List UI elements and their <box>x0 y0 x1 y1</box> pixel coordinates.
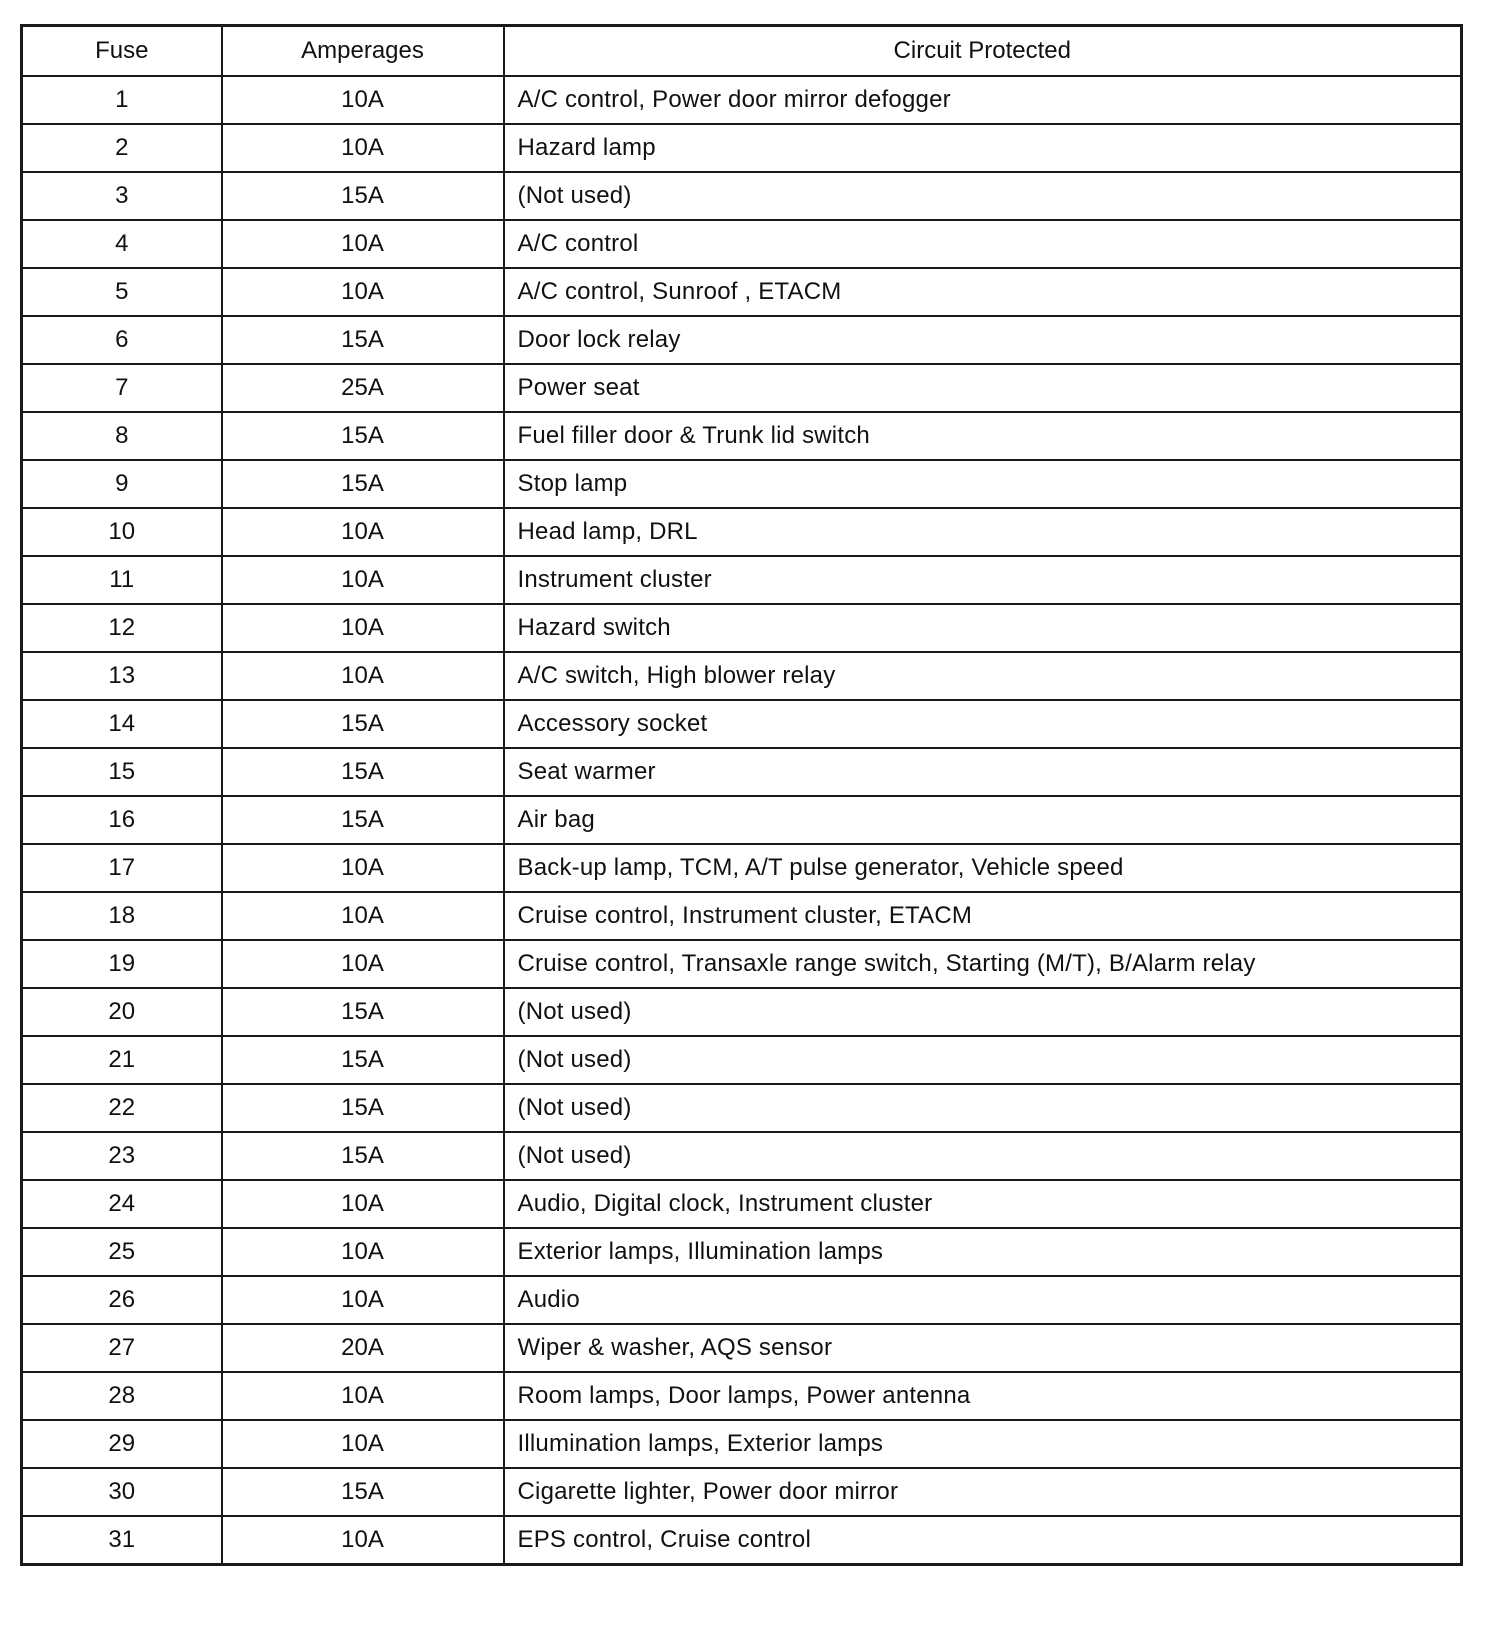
amperage-cell: 15A <box>222 172 504 220</box>
fuse-number-cell: 14 <box>22 700 222 748</box>
table-row <box>22 556 1462 604</box>
fuse-table <box>20 24 1463 1566</box>
fuse-number-cell: 24 <box>22 1180 222 1228</box>
amperage-cell: 15A <box>222 1084 504 1132</box>
circuit-protected-cell: Cigarette lighter, Power door mirror <box>504 1468 1462 1516</box>
fuse-number-cell: 27 <box>22 1324 222 1372</box>
circuit-protected-cell: Back-up lamp, TCM, A/T pulse generator, Vehicle speed <box>504 844 1462 892</box>
amperage-cell: 10A <box>222 1180 504 1228</box>
fuse-number-cell: 4 <box>22 220 222 268</box>
circuit-protected-cell: (Not used) <box>504 988 1462 1036</box>
fuse-number-cell: 19 <box>22 940 222 988</box>
fuse-number-cell: 31 <box>22 1516 222 1565</box>
table-body <box>22 76 1462 1565</box>
fuse-number-cell: 17 <box>22 844 222 892</box>
amperage-cell: 15A <box>222 412 504 460</box>
header-row <box>22 26 1462 77</box>
circuit-protected-cell: A/C control, Sunroof , ETACM <box>504 268 1462 316</box>
circuit-protected-cell: Hazard lamp <box>504 124 1462 172</box>
table-row <box>22 844 1462 892</box>
amperage-cell: 10A <box>222 76 504 124</box>
amperage-cell: 10A <box>222 652 504 700</box>
fuse-number-cell: 16 <box>22 796 222 844</box>
circuit-protected-cell: Room lamps, Door lamps, Power antenna <box>504 1372 1462 1420</box>
fuse-number-cell: 9 <box>22 460 222 508</box>
circuit-protected-cell: A/C control, Power door mirror defogger <box>504 76 1462 124</box>
amperage-cell: 10A <box>222 604 504 652</box>
amperage-cell: 15A <box>222 748 504 796</box>
fuse-number-cell: 18 <box>22 892 222 940</box>
fuse-number-cell: 10 <box>22 508 222 556</box>
table-row <box>22 220 1462 268</box>
table-row <box>22 172 1462 220</box>
table-row <box>22 892 1462 940</box>
circuit-protected-cell: A/C switch, High blower relay <box>504 652 1462 700</box>
amperage-cell: 10A <box>222 124 504 172</box>
circuit-protected-cell: A/C control <box>504 220 1462 268</box>
fuse-number-cell: 15 <box>22 748 222 796</box>
circuit-protected-cell: (Not used) <box>504 1084 1462 1132</box>
amperage-cell: 15A <box>222 796 504 844</box>
fuse-number-cell: 22 <box>22 1084 222 1132</box>
amperage-cell: 15A <box>222 1132 504 1180</box>
column-header-circuit-protected: Circuit Protected <box>504 26 1462 77</box>
circuit-protected-cell: (Not used) <box>504 1132 1462 1180</box>
circuit-protected-cell: Instrument cluster <box>504 556 1462 604</box>
table-row <box>22 76 1462 124</box>
table-row <box>22 652 1462 700</box>
table-row <box>22 988 1462 1036</box>
amperage-cell: 20A <box>222 1324 504 1372</box>
fuse-number-cell: 26 <box>22 1276 222 1324</box>
amperage-cell: 15A <box>222 700 504 748</box>
circuit-protected-cell: Hazard switch <box>504 604 1462 652</box>
table-row <box>22 268 1462 316</box>
fuse-number-cell: 13 <box>22 652 222 700</box>
table-row <box>22 1276 1462 1324</box>
fuse-chart-sheet <box>20 24 1460 1566</box>
fuse-number-cell: 23 <box>22 1132 222 1180</box>
circuit-protected-cell: EPS control, Cruise control <box>504 1516 1462 1565</box>
amperage-cell: 10A <box>222 1516 504 1565</box>
table-row <box>22 748 1462 796</box>
circuit-protected-cell: Exterior lamps, Illumination lamps <box>504 1228 1462 1276</box>
circuit-protected-cell: Illumination lamps, Exterior lamps <box>504 1420 1462 1468</box>
fuse-number-cell: 12 <box>22 604 222 652</box>
circuit-protected-cell: Door lock relay <box>504 316 1462 364</box>
circuit-protected-cell: Accessory socket <box>504 700 1462 748</box>
fuse-number-cell: 6 <box>22 316 222 364</box>
circuit-protected-cell: Wiper & washer, AQS sensor <box>504 1324 1462 1372</box>
fuse-number-cell: 1 <box>22 76 222 124</box>
fuse-number-cell: 29 <box>22 1420 222 1468</box>
table-row <box>22 412 1462 460</box>
table-row <box>22 1180 1462 1228</box>
fuse-number-cell: 8 <box>22 412 222 460</box>
table-row <box>22 460 1462 508</box>
fuse-number-cell: 7 <box>22 364 222 412</box>
table-row <box>22 1372 1462 1420</box>
amperage-cell: 10A <box>222 892 504 940</box>
fuse-number-cell: 21 <box>22 1036 222 1084</box>
table-row <box>22 364 1462 412</box>
column-header-amperages: Amperages <box>222 26 504 77</box>
circuit-protected-cell: (Not used) <box>504 172 1462 220</box>
amperage-cell: 10A <box>222 220 504 268</box>
amperage-cell: 10A <box>222 940 504 988</box>
amperage-cell: 10A <box>222 1228 504 1276</box>
table-row <box>22 1324 1462 1372</box>
amperage-cell: 10A <box>222 1276 504 1324</box>
table-row <box>22 124 1462 172</box>
circuit-protected-cell: Seat warmer <box>504 748 1462 796</box>
circuit-protected-cell: Power seat <box>504 364 1462 412</box>
amperage-cell: 15A <box>222 988 504 1036</box>
amperage-cell: 10A <box>222 1372 504 1420</box>
table-row <box>22 1036 1462 1084</box>
amperage-cell: 10A <box>222 556 504 604</box>
amperage-cell: 15A <box>222 460 504 508</box>
table-row <box>22 1468 1462 1516</box>
table-row <box>22 1084 1462 1132</box>
circuit-protected-cell: Air bag <box>504 796 1462 844</box>
table-row <box>22 1228 1462 1276</box>
table-row <box>22 1132 1462 1180</box>
table-row <box>22 1420 1462 1468</box>
amperage-cell: 25A <box>222 364 504 412</box>
table-header <box>22 26 1462 77</box>
amperage-cell: 15A <box>222 1036 504 1084</box>
table-row <box>22 940 1462 988</box>
fuse-number-cell: 30 <box>22 1468 222 1516</box>
amperage-cell: 10A <box>222 508 504 556</box>
table-row <box>22 1516 1462 1565</box>
table-row <box>22 316 1462 364</box>
circuit-protected-cell: Cruise control, Transaxle range switch, Starting (M/T), B/Alarm relay <box>504 940 1462 988</box>
fuse-number-cell: 28 <box>22 1372 222 1420</box>
fuse-number-cell: 3 <box>22 172 222 220</box>
circuit-protected-cell: (Not used) <box>504 1036 1462 1084</box>
amperage-cell: 10A <box>222 844 504 892</box>
column-header-fuse: Fuse <box>22 26 222 77</box>
fuse-number-cell: 20 <box>22 988 222 1036</box>
fuse-number-cell: 11 <box>22 556 222 604</box>
fuse-number-cell: 5 <box>22 268 222 316</box>
circuit-protected-cell: Stop lamp <box>504 460 1462 508</box>
amperage-cell: 10A <box>222 268 504 316</box>
circuit-protected-cell: Head lamp, DRL <box>504 508 1462 556</box>
circuit-protected-cell: Cruise control, Instrument cluster, ETACM <box>504 892 1462 940</box>
table-row <box>22 700 1462 748</box>
table-row <box>22 508 1462 556</box>
fuse-number-cell: 25 <box>22 1228 222 1276</box>
table-row <box>22 796 1462 844</box>
amperage-cell: 10A <box>222 1420 504 1468</box>
fuse-number-cell: 2 <box>22 124 222 172</box>
amperage-cell: 15A <box>222 316 504 364</box>
amperage-cell: 15A <box>222 1468 504 1516</box>
circuit-protected-cell: Audio, Digital clock, Instrument cluster <box>504 1180 1462 1228</box>
circuit-protected-cell: Fuel filler door & Trunk lid switch <box>504 412 1462 460</box>
table-row <box>22 604 1462 652</box>
circuit-protected-cell: Audio <box>504 1276 1462 1324</box>
